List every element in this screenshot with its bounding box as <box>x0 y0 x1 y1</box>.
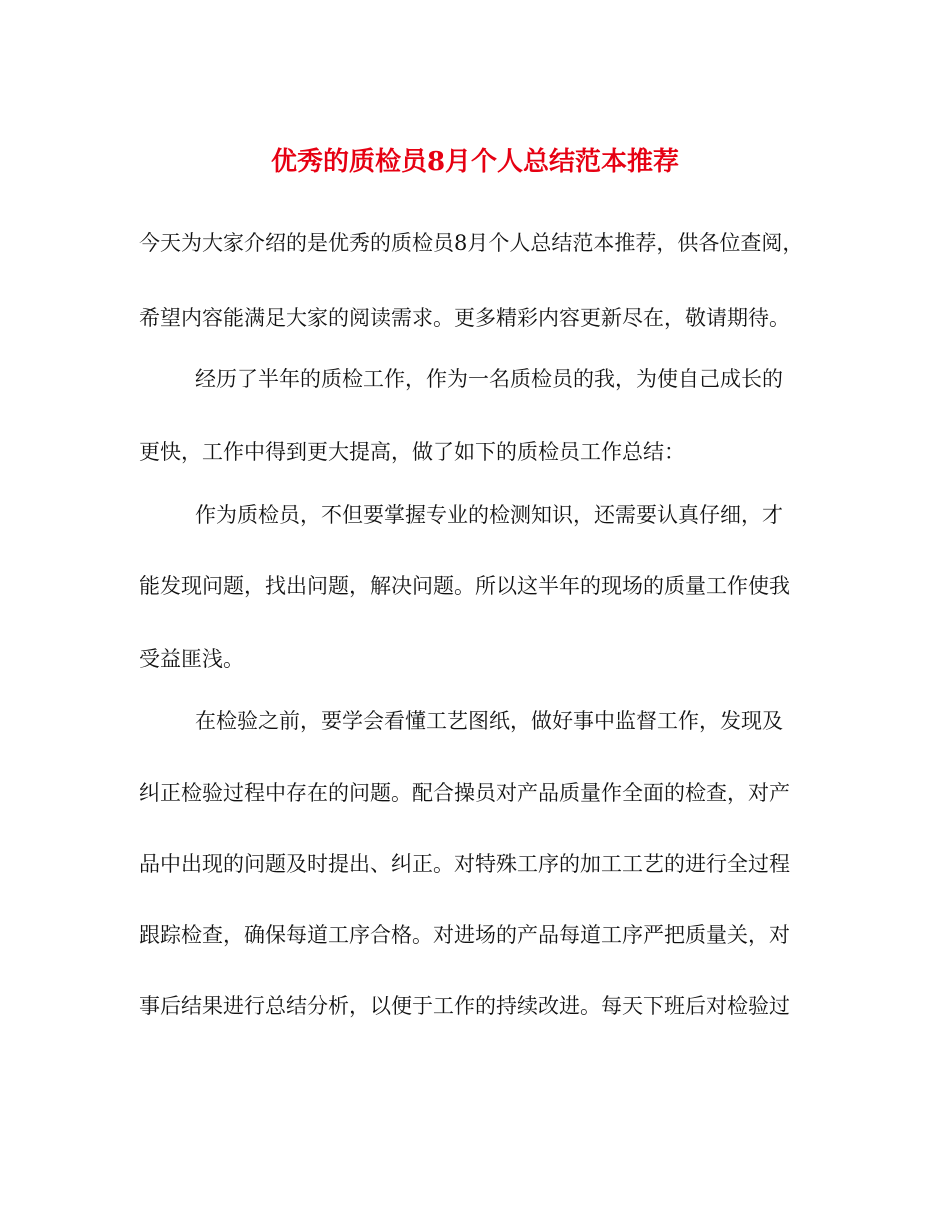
text-line: 今天为大家介绍的是优秀的质检员8月个人总结范本推荐，供各位查阅， <box>139 231 804 255</box>
text-line: 受益匪浅。 <box>139 647 244 671</box>
text-line: 希望内容能满足大家的阅读需求。更多精彩内容更新尽在，敬请期待。 <box>139 306 790 330</box>
text-line: 事后结果进行总结分析，以便于工作的持续改进。每天下班后对检验过 <box>139 994 790 1018</box>
text-line: 作为质检员，不但要掌握专业的检测知识，还需要认真仔细，才 <box>195 503 783 527</box>
document-title: 优秀的质检员8月个人总结范本推荐 <box>270 147 680 177</box>
text-line: 能发现问题，找出问题，解决问题。所以这半年的现场的质量工作使我 <box>139 574 790 598</box>
text-line: 纠正检验过程中存在的问题。配合操员对产品质量作全面的检查，对产 <box>139 781 790 805</box>
text-line: 跟踪检查，确保每道工序合格。对进场的产品每道工序严把质量关，对 <box>139 923 790 947</box>
text-line: 经历了半年的质检工作，作为一名质检员的我，为使自己成长的 <box>195 367 783 391</box>
text-line: 在检验之前，要学会看懂工艺图纸，做好事中监督工作，发现及 <box>195 709 783 733</box>
text-line: 品中出现的问题及时提出、纠正。对特殊工序的加工工艺的进行全过程 <box>139 852 790 876</box>
text-line: 更快，工作中得到更大提高，做了如下的质检员工作总结： <box>139 440 685 464</box>
